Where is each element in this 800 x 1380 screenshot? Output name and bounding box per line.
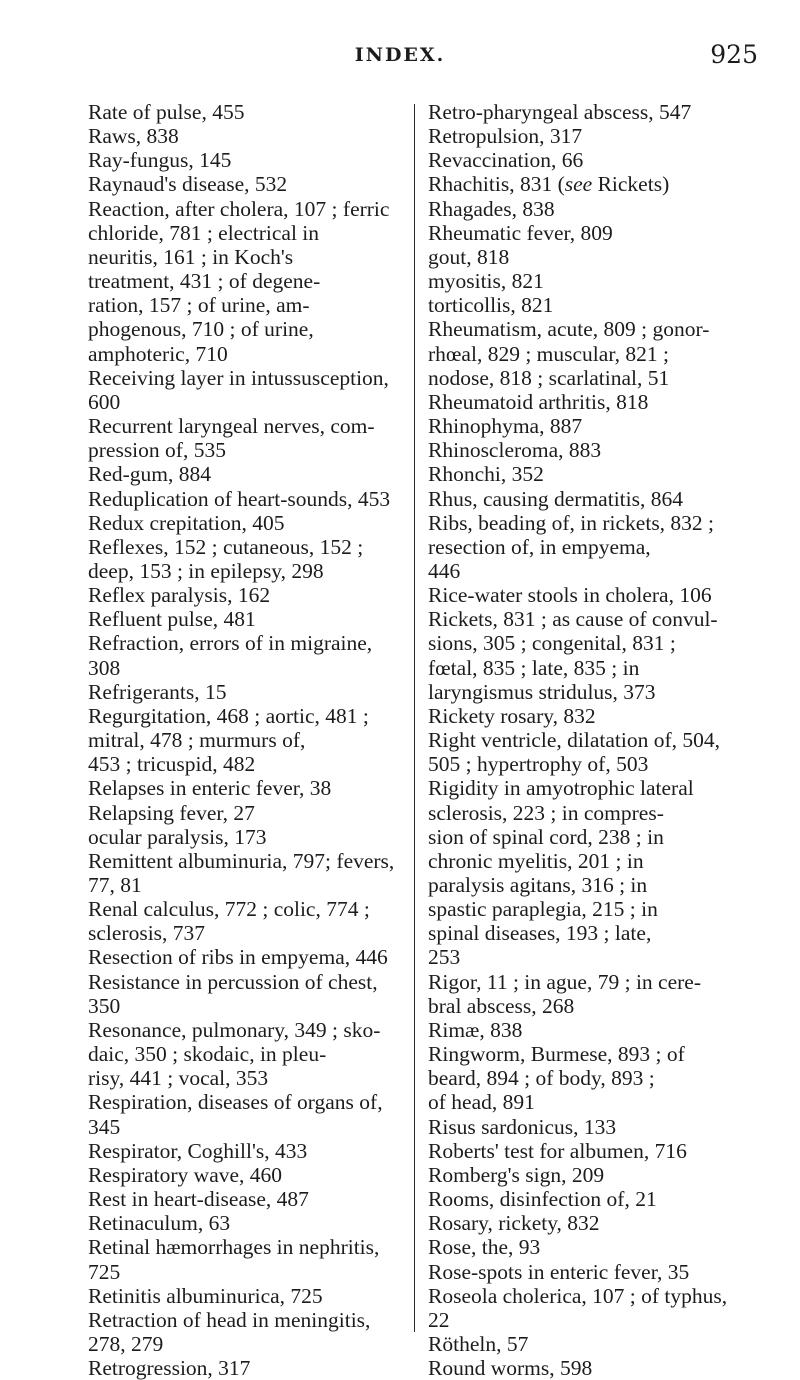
index-entry-continuation: of head, 891 (428, 1090, 535, 1115)
index-entry-line: Redux crepitation, 405 (88, 510, 285, 535)
index-entry (88, 897, 418, 945)
index-entry (88, 148, 418, 172)
index-entry-continuation: 22 (428, 1307, 450, 1332)
index-entry (428, 414, 758, 438)
index-entry (88, 1163, 418, 1187)
index-entry-line: Rooms, disinfection of, 21 (428, 1187, 657, 1212)
index-entry-line: Refraction, errors of in migraine, (88, 631, 373, 656)
index-entry (428, 172, 758, 196)
index-entry (428, 607, 758, 704)
index-entry-continuation: 725 (88, 1259, 121, 1284)
index-entry (428, 728, 758, 776)
index-entry-line: Renal calculus, 772 ; colic, 774 ; (88, 897, 370, 922)
index-entry-line: Rhinoscleroma, 883 (428, 438, 602, 463)
index-entry (88, 1211, 418, 1235)
index-entry (88, 631, 418, 679)
index-entry-continuation: sions, 305 ; congenital, 831 ; (428, 631, 676, 656)
index-entry (88, 1090, 418, 1138)
index-entry-line: Reflexes, 152 ; cutaneous, 152 ; (88, 534, 364, 559)
index-entry-continuation: risy, 441 ; vocal, 353 (88, 1066, 269, 1091)
index-entry-continuation: paralysis agitans, 316 ; in (428, 873, 648, 897)
index-entry-line: torticollis, 821 (428, 293, 554, 318)
index-entry-line: Risus sardonicus, 133 (428, 1114, 617, 1139)
index-entry (428, 317, 758, 389)
index-entry-line: gout, 818 (428, 244, 510, 269)
index-entry (428, 245, 758, 269)
index-entry-continuation: phogenous, 710 ; of urine, (88, 317, 314, 342)
index-entry-line: Retraction of head in meningitis, (88, 1307, 371, 1332)
index-entry-continuation: 350 (88, 993, 121, 1018)
index-entry (428, 148, 758, 172)
index-entry (88, 849, 418, 897)
index-entry-line: Respiratory wave, 460 (88, 1162, 283, 1187)
index-entry-continuation: 278, 279 (88, 1331, 164, 1356)
index-entry-continuation: sion of spinal cord, 238 ; in (428, 824, 664, 849)
index-entry-line: Ringworm, Burmese, 893 ; of (428, 1042, 685, 1067)
index-entry-line: Raynaud's disease, 532 (88, 172, 288, 197)
index-entry (88, 535, 418, 583)
index-entry-line: Retro-pharyngeal abscess, 547 (428, 100, 692, 124)
index-entry-continuation: rhœal, 829 ; muscular, 821 ; (428, 341, 669, 366)
index-entry-continuation: sclerosis, 223 ; in compres- (428, 800, 664, 825)
index-entry-continuation: nodose, 818 ; scarlatinal, 51 (428, 365, 670, 390)
index-entry-line: Rheumatism, acute, 809 ; gonor- (428, 317, 710, 342)
index-entry (428, 1115, 758, 1139)
index-entry-continuation: beard, 894 ; of body, 893 ; (428, 1066, 655, 1091)
index-entry (88, 1139, 418, 1163)
index-entry (88, 511, 418, 535)
index-entry-line: Rhus, causing dermatitis, 864 (428, 486, 683, 511)
index-entry-continuation: 308 (88, 655, 121, 680)
index-entry (428, 704, 758, 728)
index-entry-line: Relapses in enteric fever, 38 (88, 776, 332, 801)
index-entry-continuation: chronic myelitis, 201 ; in (428, 848, 644, 873)
index-entry (428, 1211, 758, 1235)
index-entry (88, 704, 418, 776)
index-entry (88, 583, 418, 607)
index-entry-line: Rheumatic fever, 809 (428, 220, 613, 245)
index-entry-line: Rhachitis, 831 (see Rickets) (428, 172, 670, 197)
index-entry (88, 462, 418, 486)
index-entry-line: Romberg's sign, 209 (428, 1162, 605, 1187)
index-entry-continuation: 253 (428, 945, 461, 970)
index-entry (428, 293, 758, 317)
index-entry-line: Resonance, pulmonary, 349 ; sko- (88, 1017, 381, 1042)
index-entry (428, 776, 758, 969)
index-entry-line: Revaccination, 66 (428, 148, 584, 173)
column-divider (414, 104, 415, 1332)
index-entry-continuation: deep, 153 ; in epilepsy, 298 (88, 558, 324, 583)
index-entry (428, 970, 758, 1018)
index-entry (88, 172, 418, 196)
index-entry (88, 825, 418, 849)
index-entry (428, 1332, 758, 1356)
index-entry-line: Reflex paralysis, 162 (88, 583, 271, 608)
index-entry-line: Roberts' test for albumen, 716 (428, 1138, 687, 1163)
index-entry (428, 1042, 758, 1114)
index-entry-line: Reaction, after cholera, 107 ; ferric (88, 196, 390, 221)
index-entry (428, 1356, 758, 1380)
index-entry-line: Retinitis albuminurica, 725 (88, 1283, 323, 1308)
index-entry (428, 1260, 758, 1284)
index-entry (428, 124, 758, 148)
index-entry (428, 1284, 758, 1332)
index-entry (88, 366, 418, 414)
index-entry-line: Regurgitation, 468 ; aortic, 481 ; (88, 703, 369, 728)
index-entry-line: Relapsing fever, 27 (88, 800, 255, 825)
index-entry (88, 970, 418, 1018)
index-entry (428, 1139, 758, 1163)
index-entry-line: Rhagades, 838 (428, 196, 555, 221)
index-entry-line: Resistance in percussion of chest, (88, 969, 378, 994)
index-entry (88, 680, 418, 704)
page-number: 925 (710, 40, 758, 69)
index-entry (88, 100, 418, 124)
running-header-title: INDEX. (354, 44, 446, 66)
index-entry (88, 1284, 418, 1308)
index-entry-line: Rice-water stools in cholera, 106 (428, 583, 712, 608)
index-entry-continuation: laryngismus stridulus, 373 (428, 679, 656, 704)
index-entry-continuation: resection of, in empyema, (428, 534, 651, 559)
index-entry-line: Receiving layer in intussusception, (88, 365, 389, 390)
index-entry-line: Raws, 838 (88, 124, 179, 149)
index-entry-line: Rhinophyma, 887 (428, 414, 583, 439)
index-entry (88, 1018, 418, 1090)
index-entry-continuation: spastic paraplegia, 215 ; in (428, 897, 658, 922)
index-entry (88, 197, 418, 366)
index-entry-line: Rate of pulse, 455 (88, 100, 245, 124)
index-entry-continuation: sclerosis, 737 (88, 921, 206, 946)
index-entry-line: Remittent albuminuria, 797; fevers, (88, 848, 395, 873)
index-entry (428, 197, 758, 221)
index-entry (428, 100, 758, 124)
index-entry-continuation: 446 (428, 558, 461, 583)
index-entry-line: Right ventricle, dilatation of, 504, (428, 728, 720, 753)
index-entry (88, 801, 418, 825)
index-entry (88, 945, 418, 969)
index-entry-line: Ribs, beading of, in rickets, 832 ; (428, 510, 715, 535)
index-entry-line: Rigor, 11 ; in ague, 79 ; in cere- (428, 969, 701, 994)
index-entry-continuation: spinal diseases, 193 ; late, (428, 921, 652, 946)
index-entry (88, 1308, 418, 1356)
index-entry-line: Retinaculum, 63 (88, 1211, 231, 1236)
index-entry-continuation: chloride, 781 ; electrical in (88, 220, 320, 245)
index-entry-line: Rose-spots in enteric fever, 35 (428, 1259, 690, 1284)
index-entry-continuation: bral abscess, 268 (428, 993, 575, 1018)
index-entry-line: Rose, the, 93 (428, 1235, 541, 1260)
index-entry-continuation: pression of, 535 (88, 438, 226, 463)
index-entry (428, 221, 758, 245)
index-entry-line: Round worms, 598 (428, 1356, 593, 1380)
index-entry-line: Respiration, diseases of organs of, (88, 1090, 383, 1115)
index-entry-line: ocular paralysis, 173 (88, 824, 267, 849)
index-entry-continuation: amphoteric, 710 (88, 341, 228, 366)
index-column-right (428, 100, 758, 1380)
index-entry (88, 414, 418, 462)
index-entry-line: Rickety rosary, 832 (428, 703, 596, 728)
index-entry (428, 583, 758, 607)
index-entry-continuation: ration, 157 ; of urine, am- (88, 293, 310, 318)
index-entry-continuation: 600 (88, 389, 121, 414)
index-entry (428, 1235, 758, 1259)
index-entry-continuation: 505 ; hypertrophy of, 503 (428, 752, 649, 777)
index-entry-line: Rimæ, 838 (428, 1017, 523, 1042)
index-entry (88, 1187, 418, 1211)
index-entry-continuation: neuritis, 161 ; in Koch's (88, 244, 294, 269)
index-entry-line: Roseola cholerica, 107 ; of typhus, (428, 1283, 728, 1308)
index-entry-continuation: fœtal, 835 ; late, 835 ; in (428, 655, 640, 680)
index-entry-continuation: treatment, 431 ; of degene- (88, 269, 321, 294)
index-entry-continuation: 453 ; tricuspid, 482 (88, 752, 256, 777)
index-entry-line: Rötheln, 57 (428, 1331, 529, 1356)
index-entry-line: Rickets, 831 ; as cause of convul- (428, 607, 718, 632)
index-entry-line: Reduplication of heart-sounds, 453 (88, 486, 391, 511)
index-entry (88, 607, 418, 631)
index-entry-line: Retinal hæmorrhages in nephritis, (88, 1235, 380, 1260)
index-entry-line: Refrigerants, 15 (88, 679, 227, 704)
index-entry (428, 487, 758, 511)
index-entry (428, 438, 758, 462)
index-entry-line: Rest in heart-disease, 487 (88, 1187, 309, 1212)
index-entry (88, 1356, 418, 1380)
index-entry (88, 124, 418, 148)
index-entry-line: Ray-fungus, 145 (88, 148, 232, 173)
index-entry (428, 1018, 758, 1042)
index-entry-continuation: 345 (88, 1114, 121, 1139)
index-entry-line: Rhonchi, 352 (428, 462, 544, 487)
index-entry-line: myositis, 821 (428, 269, 544, 294)
index-entry-line: Retropulsion, 317 (428, 124, 583, 149)
index-entry-line: Resection of ribs in empyema, 446 (88, 945, 388, 970)
index-entry-line: Rigidity in amyotrophic lateral (428, 776, 694, 801)
index-entry-continuation: 77, 81 (88, 873, 142, 897)
index-entry-line: Rosary, rickety, 832 (428, 1211, 600, 1236)
index-entry-line: Recurrent laryngeal nerves, com- (88, 414, 375, 439)
index-entry-line: Retrogression, 317 (88, 1356, 251, 1380)
index-entry-line: Rheumatoid arthritis, 818 (428, 389, 649, 414)
index-column-left (88, 100, 418, 1380)
index-entry (428, 1187, 758, 1211)
index-entry-line: Refluent pulse, 481 (88, 607, 256, 632)
index-entry (88, 1235, 418, 1283)
index-entry (428, 269, 758, 293)
index-entry-continuation: mitral, 478 ; murmurs of, (88, 728, 306, 753)
index-entry-line: Respirator, Coghill's, 433 (88, 1138, 308, 1163)
index-entry-line: Red-gum, 884 (88, 462, 212, 487)
index-entry-continuation: daic, 350 ; skodaic, in pleu- (88, 1042, 327, 1067)
index-entry (428, 390, 758, 414)
index-entry (428, 462, 758, 486)
index-entry (428, 1163, 758, 1187)
index-entry (88, 487, 418, 511)
index-entry (88, 776, 418, 800)
index-entry (428, 511, 758, 583)
